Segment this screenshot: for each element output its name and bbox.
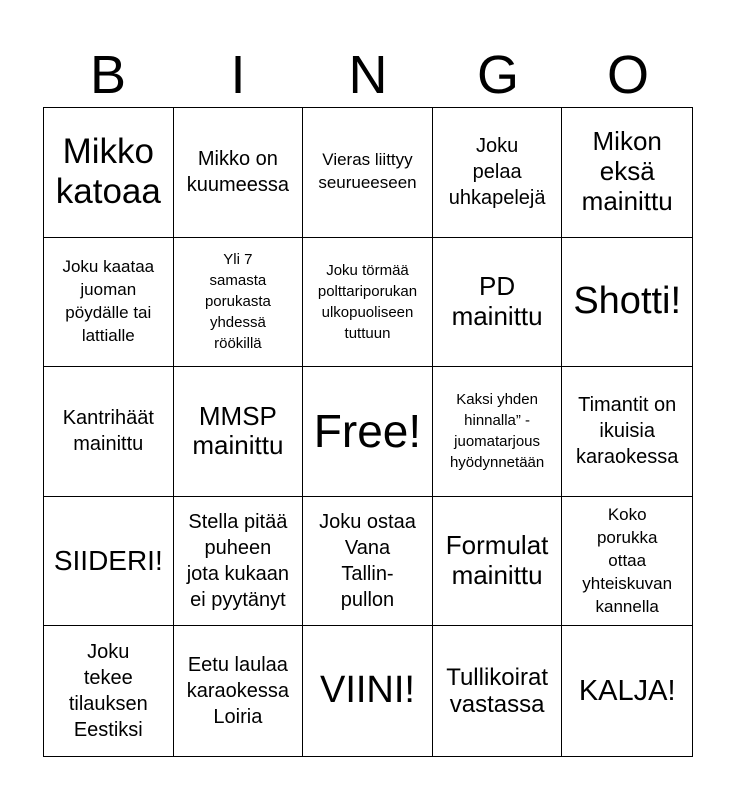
bingo-cell-r5-c1[interactable]	[44, 626, 174, 756]
bingo-cell-r2-c1[interactable]	[44, 238, 174, 368]
cell-text: Mikon eksä mainittu	[581, 126, 673, 217]
bingo-cell-r4-c4[interactable]	[433, 497, 563, 627]
cell-text: Stella pitää puheen jota kukaan ei pyytänyt	[186, 511, 290, 612]
bingo-cell-r5-c4[interactable]	[433, 626, 563, 756]
bingo-cell-r4-c1[interactable]	[44, 497, 174, 627]
bingo-cell-r3-c2[interactable]	[174, 367, 304, 497]
cell-text: Timantit on ikuisia karaokessa	[576, 394, 679, 469]
bingo-cell-r2-c5[interactable]	[562, 238, 692, 368]
header-letter-n: N	[348, 45, 388, 105]
cell-text: VIINI!	[319, 669, 415, 712]
cell-text: Kaksi yhden hinnalla” - juomatarjous hyödynnetään	[449, 391, 545, 472]
bingo-cell-r2-c2[interactable]	[174, 238, 304, 368]
cell-text: Joku pelaa uhkapelejä	[448, 135, 546, 210]
cell-text: Vieras liittyy seurueeseen	[318, 150, 417, 193]
free-space-label: Free!	[313, 405, 422, 458]
bingo-cell-r3-c4[interactable]	[433, 367, 563, 497]
bingo-cell-r4-c3[interactable]	[303, 497, 433, 627]
cell-text: Mikko on kuumeessa	[186, 148, 290, 197]
header-letter-b: B	[89, 45, 127, 105]
cell-text: Mikko katoaa	[55, 132, 161, 212]
bingo-cell-r1-c5[interactable]	[562, 108, 692, 238]
cell-text: Kantrihäät mainittu	[62, 407, 154, 456]
bingo-cell-r2-c3[interactable]	[303, 238, 433, 368]
bingo-cell-r1-c1[interactable]	[44, 108, 174, 238]
bingo-cell-free[interactable]	[303, 367, 433, 497]
bingo-cell-r5-c2[interactable]	[174, 626, 304, 756]
cell-text: PD mainittu	[451, 271, 543, 331]
cell-text: Shotti!	[573, 280, 682, 323]
bingo-cell-r1-c4[interactable]	[433, 108, 563, 238]
cell-text: Koko porukka ottaa yhteiskuvan kannella	[582, 504, 673, 616]
cell-text: Joku kaataa juoman pöydälle tai lattialle	[62, 257, 155, 345]
bingo-cell-r5-c3[interactable]	[303, 626, 433, 756]
header-letter-g: G	[476, 45, 519, 105]
bingo-header	[43, 42, 693, 108]
cell-text: MMSP mainittu	[192, 400, 284, 461]
bingo-cell-r4-c5[interactable]	[562, 497, 692, 627]
cell-text: Tullikoirat vastassa	[446, 663, 548, 719]
header-letter-o: O	[606, 45, 649, 105]
cell-text: KALJA!	[578, 674, 676, 707]
cell-text: Joku törmää polttariporukan ulkopuoliseen tuttuun	[317, 261, 418, 342]
bingo-cell-r4-c2[interactable]	[174, 497, 304, 627]
cell-text: Joku tekee tilauksen Eestiksi	[68, 641, 148, 742]
cell-text: Eetu laulaa karaokessa Loiria	[186, 654, 290, 729]
cell-text: Joku ostaa Vana Tallin- pullon	[319, 511, 416, 612]
header-letter-i: I	[230, 45, 246, 105]
bingo-cell-r3-c1[interactable]	[44, 367, 174, 497]
bingo-cell-r1-c2[interactable]	[174, 108, 304, 238]
bingo-grid	[43, 107, 693, 757]
cell-text: Formulat mainittu	[445, 530, 549, 591]
cell-text: SIIDERI!	[53, 545, 163, 576]
cell-text: Yli 7 samasta porukasta yhdessä röökillä	[204, 251, 271, 353]
bingo-cell-r1-c3[interactable]	[303, 108, 433, 238]
bingo-cell-r5-c5[interactable]	[562, 626, 692, 756]
bingo-cell-r3-c5[interactable]	[562, 367, 692, 497]
bingo-cell-r2-c4[interactable]	[433, 238, 563, 368]
